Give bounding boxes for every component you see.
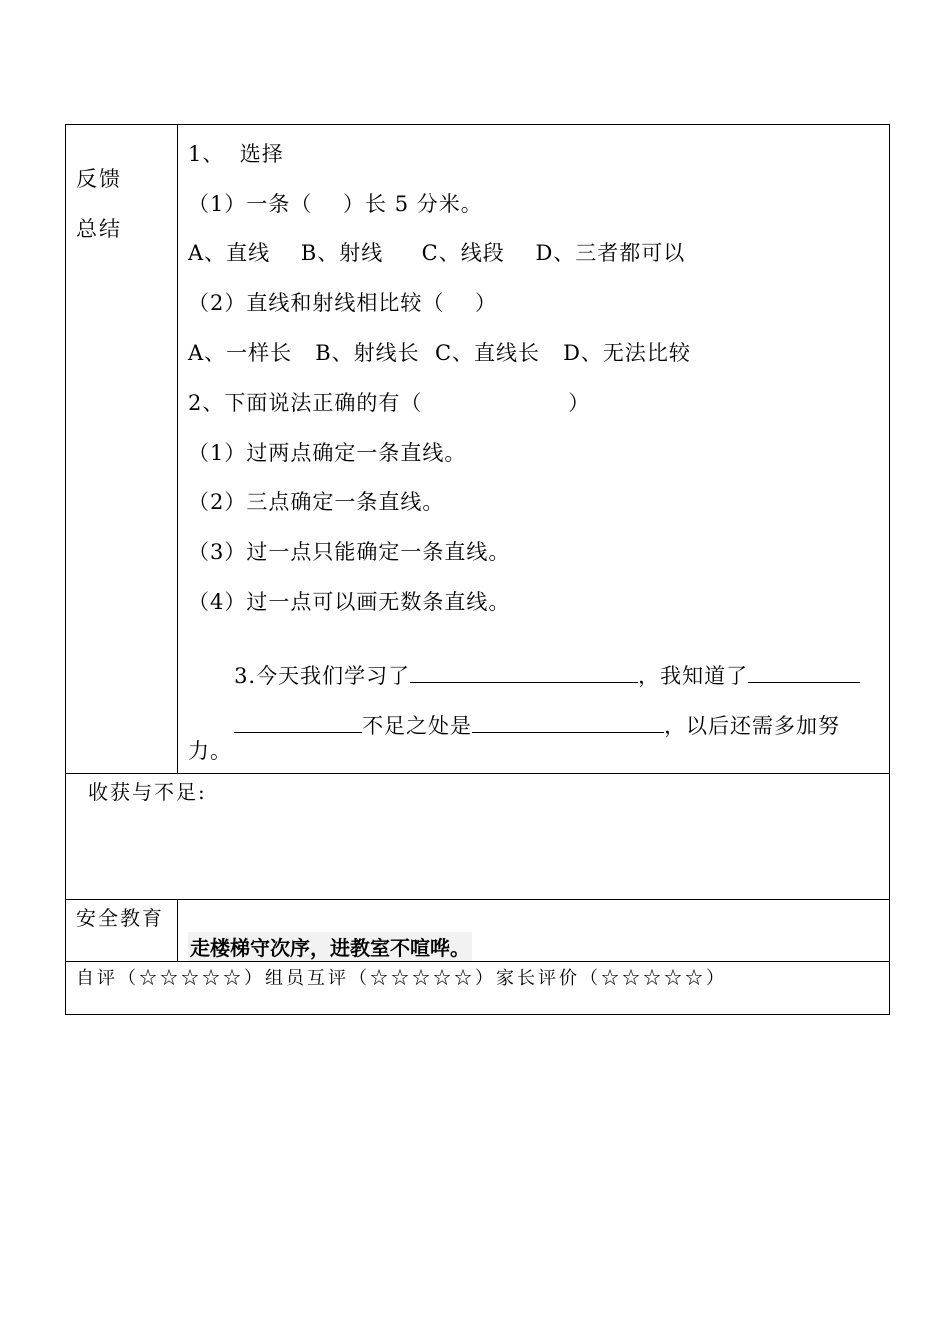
gains-shortcomings-row [65, 773, 890, 899]
fill-blank-known-cont[interactable] [234, 710, 362, 733]
safety-education-content: 走楼梯守次序，进教室不喧哗。 [188, 932, 472, 961]
question-3-line-2 [188, 686, 840, 764]
feedback-label: 反馈 [76, 167, 122, 191]
feedback-table [65, 124, 890, 1015]
question-3-text-3: 不足之处是 [362, 714, 473, 739]
question-1-1-options: A、直线 B、射线 C、线段 D、三者都可以 [188, 241, 686, 265]
statement-1: （1）过两点确定一条直线。 [188, 441, 467, 465]
question-3-text-4: ，以后还需多加努 [664, 714, 841, 739]
statement-4: （4）过一点可以画无数条直线。 [188, 590, 511, 614]
question-1-2-options: A、一样长 B、射线长 C、直线长 D、无法比较 [188, 341, 691, 365]
fill-blank-learned[interactable] [410, 660, 638, 683]
summary-label: 总结 [76, 217, 122, 241]
feedback-summary-row [65, 124, 890, 773]
evaluation-row [65, 961, 890, 1015]
question-3-line-3: 力。 [188, 739, 232, 763]
question-2-title: 2、下面说法正确的有（ ） [188, 391, 591, 415]
statement-2: （2）三点确定一条直线。 [188, 490, 445, 514]
safety-education-label: 安全教育 [76, 906, 164, 930]
fill-blank-shortcoming[interactable] [472, 710, 664, 733]
gains-shortcomings-label: 收获与不足: [88, 780, 207, 804]
question-3-text-1: 3.今天我们学习了 [234, 664, 411, 689]
fill-blank-known[interactable] [748, 660, 860, 683]
safety-label-cell [66, 900, 178, 961]
question-1-title: 1、 选择 [188, 142, 284, 166]
statement-3: （3）过一点只能确定一条直线。 [188, 540, 511, 564]
feedback-label-cell [66, 125, 178, 773]
evaluation-text: 自评（☆☆☆☆☆）组员互评（☆☆☆☆☆）家长评价（☆☆☆☆☆） [76, 968, 727, 989]
safety-education-row [65, 899, 890, 961]
question-1-2: （2）直线和射线相比较（ ） [188, 291, 498, 315]
question-1-1: （1）一条（ ）长 5 分米。 [188, 192, 483, 216]
question-3-text-2: ，我知道了 [638, 664, 749, 689]
